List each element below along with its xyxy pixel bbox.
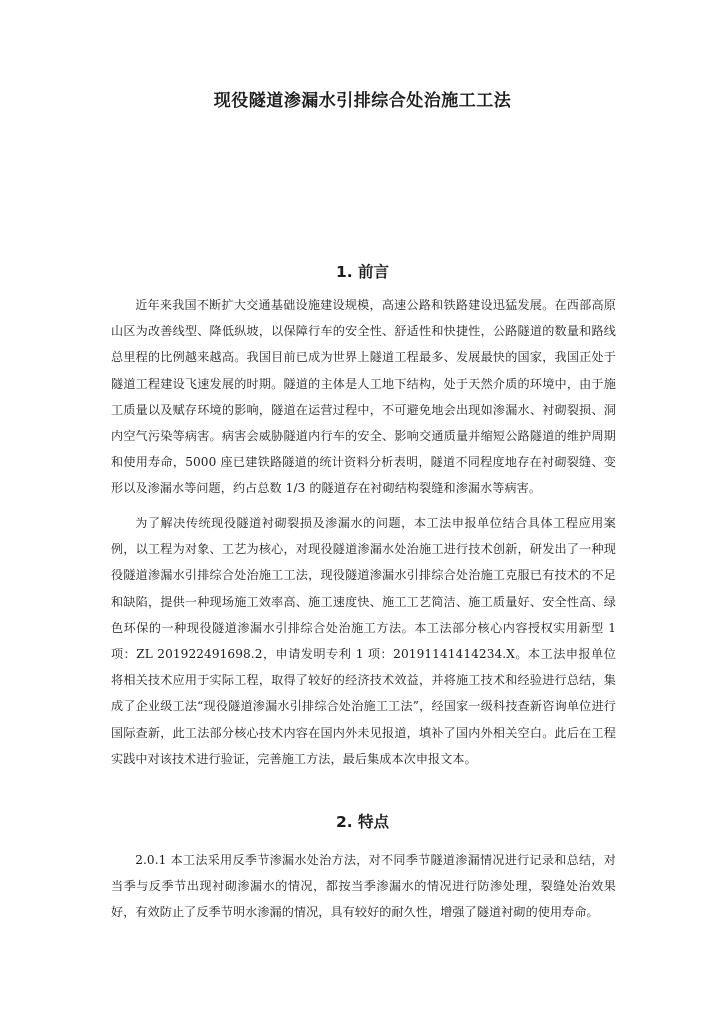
document-title: 现役隧道渗漏水引排综合处治施工工法 (213, 91, 512, 111)
section-heading-features: 2. 特点 (335, 813, 390, 831)
preface-paragraph-1: 近年来我国不断扩大交通基础设施建设规模，高速公路和铁路建设迅猛发展。在西部高原山区为改善线型、降低纵坡，以保障行车的安全性、舒适性和快捷性，公路隧道的数量和路线总里程的比例越来越高。我国目前已成为世界上隧道工程最多、发展最快的国家，我国正处于隧道工程建设飞速发展的时期。隧道的主体是人工地下结构，处于天然介质的环境中，由于施工质量以及赋存环境的影响，隧道在运营过程中，不可避免地会出现如渗漏水、衬砌裂损、洞内空气污染等病害。病害会威胁隧道内行车的安全、影响交通质量并缩短公路隧道的维护周期和使用寿命，5000 座已建铁路隧道的统计资料分析表明，隧道不同程度地存在衬砌裂缝、变形以及渗漏水等问题，约占总数 1/3 的隧道存在衬砌结构裂缝和渗漏水等病害。 (111, 298, 616, 496)
preface-paragraph-2: 为了解决传统现役隧道衬砌裂损及渗漏水的问题，本工法申报单位结合具体工程应用案例，以工程为对象、工艺为核心，对现役隧道渗漏水处治施工进行技术创新，研发出了一种现役隧道渗漏水引排综合处治施工工法，现役隧道渗漏水引排综合处治施工克服已有技术的不足和缺陷，提供一种现场施工效率高、施工速度快、施工工艺简洁、施工质量好、安全性高、绿色环保的一种现役隧道渗漏水引排综合处治施工方法。本工法部分核心内容授权实用新型 1 项：ZL 201922491698.2，申请发明专利 1 项：20191141414234.X。本工法申报单位将相关技术应用于实际工程，取得了较好的经济技术效益，并将施工技术和经验进行总结，集成了企业级工法“现役隧道渗漏水引排综合处治施工工法”，经国家一级科技查新咨询单位进行国际查新，此工法部分核心技术内容在国内外未见报道，填补了国内外相关空白。此后在工程实践中对该技术进行验证，完善施工方法，最后集成本次申报文本。 (111, 516, 616, 766)
features-paragraph-1: 2.0.1 本工法采用反季节渗漏水处治方法，对不同季节隧道渗漏情况进行记录和总结，对当季与反季节出现衬砌渗漏水的情况，都按当季渗漏水的情况进行防渗处理，裂缝处治效果好，有效防止了反季节明水渗漏的情况，具有较好的耐久性，增强了隧道衬砌的使用寿命。 (111, 853, 616, 920)
section-heading-preface: 1. 前言 (335, 263, 390, 281)
